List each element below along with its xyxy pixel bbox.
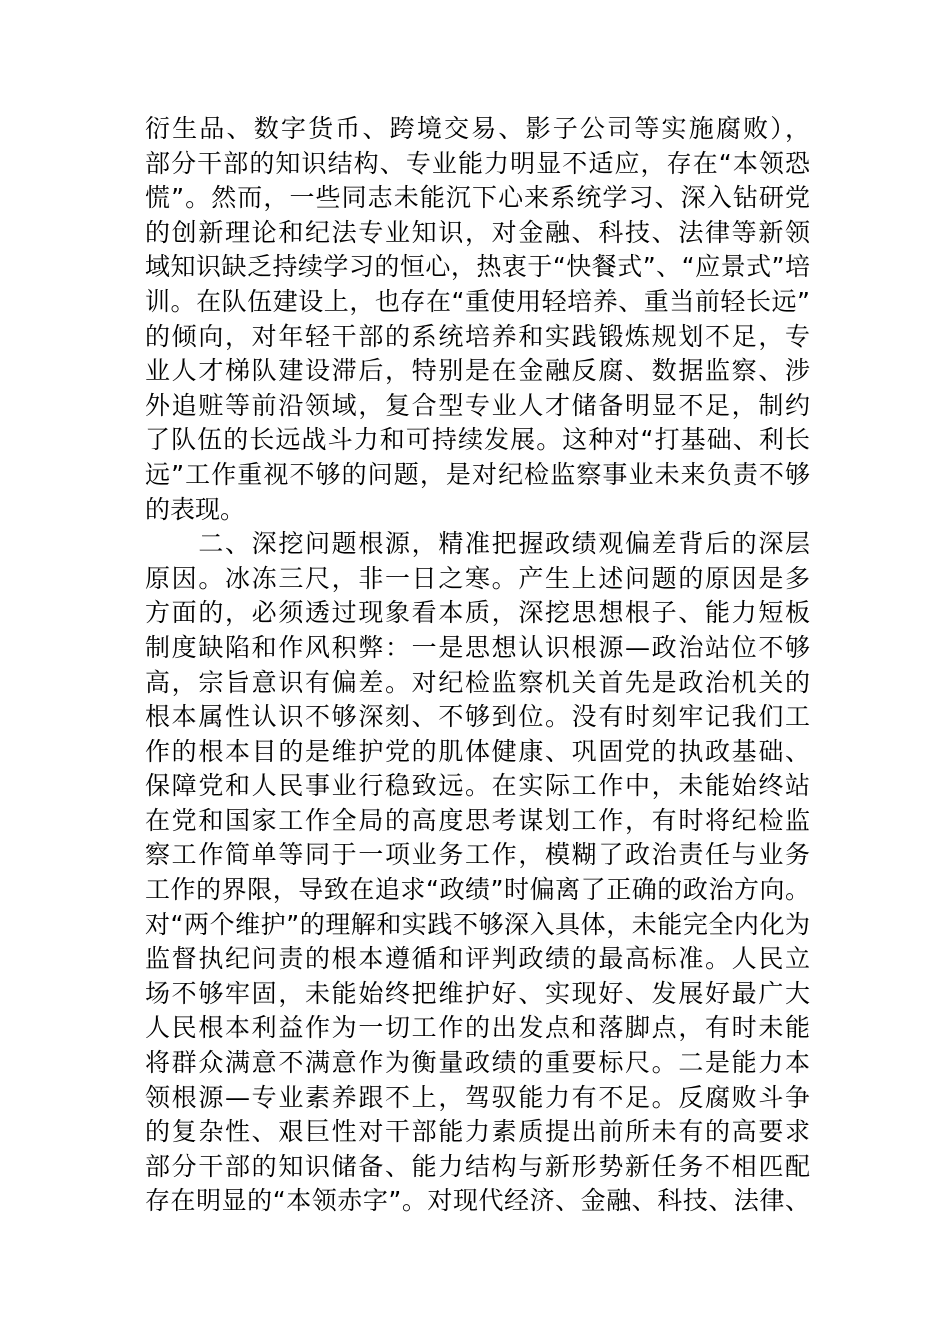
paragraph-end-line: 的表现。 bbox=[145, 494, 246, 524]
text-line: 了队伍的长远战斗力和可持续发展。这种对“打基础、利长 bbox=[145, 425, 810, 455]
text-line: 域知识缺乏持续学习的恒心，热衷于“快餐式”、“应景式”培 bbox=[145, 252, 810, 282]
text-line: 的倾向，对年轻干部的系统培养和实践锻炼规划不足，专 bbox=[145, 321, 810, 351]
text-line: 将群众满意不满意作为衡量政绩的重要标尺。二是能力本 bbox=[145, 1048, 810, 1078]
body-text bbox=[145, 112, 810, 1219]
text-line: 原因。冰冻三尺，非一日之寒。产生上述问题的原因是多 bbox=[145, 563, 810, 593]
text-line: 根本属性认识不够深刻、不够到位。没有时刻牢记我们工 bbox=[145, 702, 810, 732]
text-line: 衍生品、数字货币、跨境交易、影子公司等实施腐败）， bbox=[145, 114, 810, 143]
text-line: 部分干部的知识储备、能力结构与新形势新任务不相匹配 bbox=[145, 1151, 810, 1181]
text-line: 场不够牢固，未能始终把维护好、实现好、发展好最广大 bbox=[145, 978, 810, 1008]
text-line: 业人才梯队建设滞后，特别是在金融反腐、数据监察、涉 bbox=[145, 356, 810, 386]
text-line: 部分干部的知识结构、专业能力明显不适应，存在“本领恐 bbox=[145, 148, 810, 178]
text-line: 存在明显的“本领赤字”。对现代经济、金融、科技、法律、 bbox=[145, 1186, 810, 1216]
text-line: 对“两个维护”的理解和实践不够深入具体，未能完全内化为 bbox=[145, 909, 810, 939]
section-heading-line: 二、深挖问题根源，精准把握政绩观偏差背后的深层 bbox=[145, 529, 810, 559]
text-line: 训。在队伍建设上，也存在“重使用轻培养、重当前轻长远” bbox=[145, 286, 810, 316]
text-line: 高，宗旨意识有偏差。对纪检监察机关首先是政治机关的 bbox=[145, 667, 810, 697]
text-line: 作的根本目的是维护党的肌体健康、巩固党的执政基础、 bbox=[145, 736, 810, 766]
text-line: 在党和国家工作全局的高度思考谋划工作，有时将纪检监 bbox=[145, 805, 810, 835]
text-line: 外追赃等前沿领域，复合型专业人才储备明显不足，制约 bbox=[145, 390, 810, 420]
text-line: 监督执纪问责的根本遵循和评判政绩的最高标准。人民立 bbox=[145, 944, 810, 974]
text-line: 领根源—专业素养跟不上，驾驭能力有不足。反腐败斗争 bbox=[145, 1082, 810, 1112]
text-line: 的创新理论和纪法专业知识，对金融、科技、法律等新领 bbox=[145, 217, 810, 247]
text-line: 远”工作重视不够的问题，是对纪检监察事业未来负责不够 bbox=[145, 459, 810, 489]
text-line: 制度缺陷和作风积弊：一是思想认识根源—政治站位不够 bbox=[145, 632, 810, 662]
text-line: 保障党和人民事业行稳致远。在实际工作中，未能始终站 bbox=[145, 771, 810, 801]
text-line: 人民根本利益作为一切工作的出发点和落脚点，有时未能 bbox=[145, 1013, 810, 1043]
text-line: 慌”。然而，一些同志未能沉下心来系统学习、深入钻研党 bbox=[145, 183, 810, 213]
text-line: 的复杂性、艰巨性对干部能力素质提出前所未有的高要求 bbox=[145, 1117, 810, 1147]
text-line: 察工作简单等同于一项业务工作，模糊了政治责任与业务 bbox=[145, 840, 810, 870]
text-line: 工作的界限，导致在追求“政绩”时偏离了正确的政治方向。 bbox=[145, 875, 810, 905]
text-line: 方面的，必须透过现象看本质，深挖思想根子、能力短板 bbox=[145, 598, 810, 628]
